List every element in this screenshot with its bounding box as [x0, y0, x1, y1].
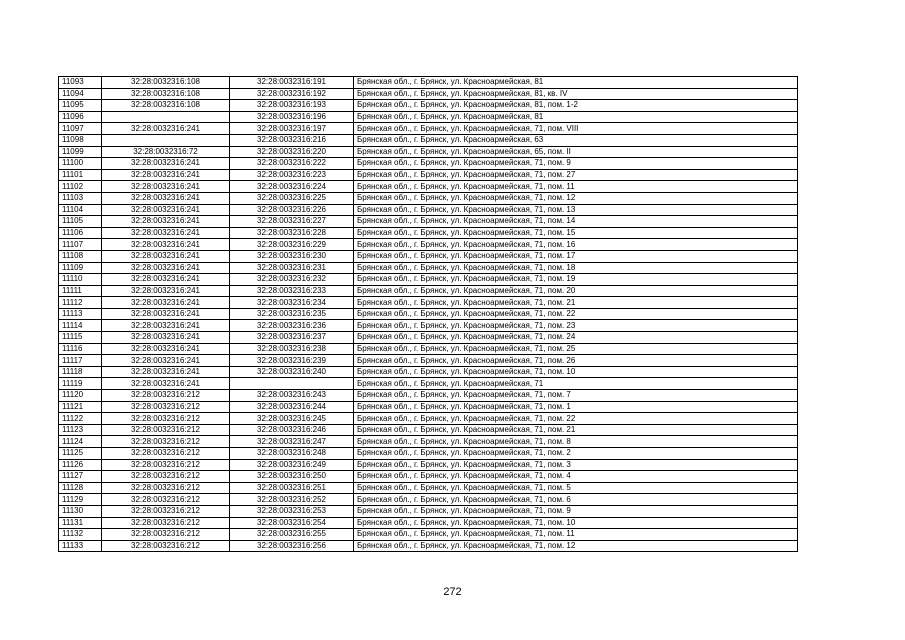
parent-cadastral-number-cell: 32:28:0032316:241 [102, 250, 230, 262]
row-number-cell: 11105 [59, 216, 102, 228]
address-cell: Брянская обл., г. Брянск, ул. Красноармейская, 71, пом. 14 [354, 216, 798, 228]
address-cell: Брянская обл., г. Брянск, ул. Красноармейская, 71, пом. 2 [354, 448, 798, 460]
parent-cadastral-number-cell: 32:28:0032316:212 [102, 529, 230, 541]
row-number-cell: 11126 [59, 459, 102, 471]
parent-cadastral-number-cell: 32:28:0032316:241 [102, 378, 230, 390]
row-number-cell: 11096 [59, 111, 102, 123]
row-number-cell: 11123 [59, 424, 102, 436]
cadastral-number-cell: 32:28:0032316:239 [230, 355, 354, 367]
parent-cadastral-number-cell [102, 134, 230, 146]
row-number-cell: 11093 [59, 77, 102, 89]
cadastral-number-cell: 32:28:0032316:197 [230, 123, 354, 135]
row-number-cell: 11132 [59, 529, 102, 541]
registry-table [58, 76, 798, 552]
parent-cadastral-number-cell: 32:28:0032316:241 [102, 204, 230, 216]
parent-cadastral-number-cell: 32:28:0032316:241 [102, 216, 230, 228]
row-number-cell: 11121 [59, 401, 102, 413]
address-cell: Брянская обл., г. Брянск, ул. Красноармейская, 71, пом. 24 [354, 332, 798, 344]
row-number-cell: 11117 [59, 355, 102, 367]
table-row [59, 250, 798, 262]
table-row [59, 482, 798, 494]
cadastral-number-cell: 32:28:0032316:233 [230, 285, 354, 297]
cadastral-number-cell: 32:28:0032316:256 [230, 540, 354, 552]
address-cell: Брянская обл., г. Брянск, ул. Красноармейская, 81 [354, 111, 798, 123]
table-row [59, 285, 798, 297]
cadastral-number-cell: 32:28:0032316:234 [230, 297, 354, 309]
cadastral-number-cell: 32:28:0032316:244 [230, 401, 354, 413]
address-cell: Брянская обл., г. Брянск, ул. Красноармейская, 71, пом. 3 [354, 459, 798, 471]
row-number-cell: 11107 [59, 239, 102, 251]
cadastral-number-cell: 32:28:0032316:224 [230, 181, 354, 193]
cadastral-number-cell: 32:28:0032316:250 [230, 471, 354, 483]
cadastral-number-cell: 32:28:0032316:251 [230, 482, 354, 494]
table-row [59, 529, 798, 541]
address-cell: Брянская обл., г. Брянск, ул. Красноармейская, 71, пом. 12 [354, 192, 798, 204]
row-number-cell: 11109 [59, 262, 102, 274]
address-cell: Брянская обл., г. Брянск, ул. Красноармейская, 63 [354, 134, 798, 146]
table-row [59, 123, 798, 135]
row-number-cell: 11119 [59, 378, 102, 390]
row-number-cell: 11094 [59, 88, 102, 100]
table-row [59, 436, 798, 448]
row-number-cell: 11108 [59, 250, 102, 262]
cadastral-number-cell: 32:28:0032316:254 [230, 517, 354, 529]
table-row [59, 366, 798, 378]
table-row [59, 134, 798, 146]
table-row [59, 181, 798, 193]
parent-cadastral-number-cell: 32:28:0032316:241 [102, 285, 230, 297]
table-row [59, 494, 798, 506]
cadastral-number-cell: 32:28:0032316:247 [230, 436, 354, 448]
cadastral-number-cell: 32:28:0032316:240 [230, 366, 354, 378]
table-row [59, 505, 798, 517]
address-cell: Брянская обл., г. Брянск, ул. Красноармейская, 71, пом. 25 [354, 343, 798, 355]
parent-cadastral-number-cell: 32:28:0032316:212 [102, 517, 230, 529]
parent-cadastral-number-cell: 32:28:0032316:241 [102, 169, 230, 181]
cadastral-number-cell: 32:28:0032316:230 [230, 250, 354, 262]
row-number-cell: 11116 [59, 343, 102, 355]
parent-cadastral-number-cell: 32:28:0032316:241 [102, 123, 230, 135]
table-row [59, 448, 798, 460]
address-cell: Брянская обл., г. Брянск, ул. Красноармейская, 71, пом. 9 [354, 505, 798, 517]
cadastral-number-cell: 32:28:0032316:255 [230, 529, 354, 541]
table-row [59, 239, 798, 251]
address-cell: Брянская обл., г. Брянск, ул. Красноармейская, 71, пом. 22 [354, 308, 798, 320]
cadastral-number-cell [230, 378, 354, 390]
parent-cadastral-number-cell: 32:28:0032316:241 [102, 308, 230, 320]
table-row [59, 77, 798, 89]
address-cell: Брянская обл., г. Брянск, ул. Красноармейская, 71, пом. 21 [354, 297, 798, 309]
cadastral-number-cell: 32:28:0032316:196 [230, 111, 354, 123]
row-number-cell: 11120 [59, 390, 102, 402]
row-number-cell: 11125 [59, 448, 102, 460]
table-row [59, 297, 798, 309]
row-number-cell: 11118 [59, 366, 102, 378]
cadastral-number-cell: 32:28:0032316:228 [230, 227, 354, 239]
parent-cadastral-number-cell: 32:28:0032316:241 [102, 181, 230, 193]
address-cell: Брянская обл., г. Брянск, ул. Красноармейская, 71, пом. 8 [354, 436, 798, 448]
cadastral-number-cell: 32:28:0032316:192 [230, 88, 354, 100]
cadastral-number-cell: 32:28:0032316:232 [230, 274, 354, 286]
address-cell: Брянская обл., г. Брянск, ул. Красноармейская, 71, пом. 23 [354, 320, 798, 332]
table-row [59, 390, 798, 402]
row-number-cell: 11099 [59, 146, 102, 158]
row-number-cell: 11128 [59, 482, 102, 494]
parent-cadastral-number-cell: 32:28:0032316:212 [102, 459, 230, 471]
parent-cadastral-number-cell: 32:28:0032316:241 [102, 366, 230, 378]
parent-cadastral-number-cell: 32:28:0032316:212 [102, 482, 230, 494]
row-number-cell: 11106 [59, 227, 102, 239]
cadastral-number-cell: 32:28:0032316:249 [230, 459, 354, 471]
table-row [59, 169, 798, 181]
table-row [59, 320, 798, 332]
cadastral-number-cell: 32:28:0032316:220 [230, 146, 354, 158]
cadastral-number-cell: 32:28:0032316:216 [230, 134, 354, 146]
cadastral-number-cell: 32:28:0032316:235 [230, 308, 354, 320]
parent-cadastral-number-cell [102, 111, 230, 123]
address-cell: Брянская обл., г. Брянск, ул. Красноармейская, 81, пом. 1-2 [354, 100, 798, 112]
row-number-cell: 11124 [59, 436, 102, 448]
parent-cadastral-number-cell: 32:28:0032316:241 [102, 332, 230, 344]
address-cell: Брянская обл., г. Брянск, ул. Красноармейская, 71 [354, 378, 798, 390]
row-number-cell: 11122 [59, 413, 102, 425]
parent-cadastral-number-cell: 32:28:0032316:72 [102, 146, 230, 158]
table-row [59, 401, 798, 413]
parent-cadastral-number-cell: 32:28:0032316:241 [102, 262, 230, 274]
row-number-cell: 11095 [59, 100, 102, 112]
row-number-cell: 11115 [59, 332, 102, 344]
table-row [59, 459, 798, 471]
row-number-cell: 11104 [59, 204, 102, 216]
address-cell: Брянская обл., г. Брянск, ул. Красноармейская, 71, пом. 12 [354, 540, 798, 552]
parent-cadastral-number-cell: 32:28:0032316:241 [102, 239, 230, 251]
address-cell: Брянская обл., г. Брянск, ул. Красноармейская, 71, пом. 6 [354, 494, 798, 506]
table-row [59, 424, 798, 436]
cadastral-number-cell: 32:28:0032316:243 [230, 390, 354, 402]
address-cell: Брянская обл., г. Брянск, ул. Красноармейская, 71, пом. 10 [354, 366, 798, 378]
address-cell: Брянская обл., г. Брянск, ул. Красноармейская, 71, пом. 20 [354, 285, 798, 297]
address-cell: Брянская обл., г. Брянск, ул. Красноармейская, 81 [354, 77, 798, 89]
address-cell: Брянская обл., г. Брянск, ул. Красноармейская, 71, пом. 11 [354, 529, 798, 541]
row-number-cell: 11113 [59, 308, 102, 320]
parent-cadastral-number-cell: 32:28:0032316:241 [102, 343, 230, 355]
table-row [59, 471, 798, 483]
parent-cadastral-number-cell: 32:28:0032316:212 [102, 436, 230, 448]
address-cell: Брянская обл., г. Брянск, ул. Красноармейская, 71, пом. 9 [354, 158, 798, 170]
table-row [59, 274, 798, 286]
parent-cadastral-number-cell: 32:28:0032316:212 [102, 494, 230, 506]
parent-cadastral-number-cell: 32:28:0032316:241 [102, 320, 230, 332]
registry-table-body [59, 77, 798, 552]
row-number-cell: 11111 [59, 285, 102, 297]
parent-cadastral-number-cell: 32:28:0032316:212 [102, 390, 230, 402]
table-row [59, 378, 798, 390]
row-number-cell: 11130 [59, 505, 102, 517]
cadastral-number-cell: 32:28:0032316:231 [230, 262, 354, 274]
table-row [59, 111, 798, 123]
address-cell: Брянская обл., г. Брянск, ул. Красноармейская, 71, пом. 10 [354, 517, 798, 529]
parent-cadastral-number-cell: 32:28:0032316:241 [102, 297, 230, 309]
address-cell: Брянская обл., г. Брянск, ул. Красноармейская, 71, пом. 17 [354, 250, 798, 262]
table-row [59, 262, 798, 274]
parent-cadastral-number-cell: 32:28:0032316:212 [102, 401, 230, 413]
table-row [59, 88, 798, 100]
address-cell: Брянская обл., г. Брянск, ул. Красноармейская, 71, пом. 26 [354, 355, 798, 367]
parent-cadastral-number-cell: 32:28:0032316:108 [102, 88, 230, 100]
address-cell: Брянская обл., г. Брянск, ул. Красноармейская, 71, пом. 21 [354, 424, 798, 436]
address-cell: Брянская обл., г. Брянск, ул. Красноармейская, 71, пом. 1 [354, 401, 798, 413]
cadastral-number-cell: 32:28:0032316:248 [230, 448, 354, 460]
cadastral-number-cell: 32:28:0032316:225 [230, 192, 354, 204]
parent-cadastral-number-cell: 32:28:0032316:241 [102, 227, 230, 239]
address-cell: Брянская обл., г. Брянск, ул. Красноармейская, 71, пом. VIII [354, 123, 798, 135]
address-cell: Брянская обл., г. Брянск, ул. Красноармейская, 71, пом. 7 [354, 390, 798, 402]
table-row [59, 308, 798, 320]
row-number-cell: 11103 [59, 192, 102, 204]
row-number-cell: 11133 [59, 540, 102, 552]
row-number-cell: 11100 [59, 158, 102, 170]
row-number-cell: 11112 [59, 297, 102, 309]
page-number: 272 [443, 586, 462, 598]
table-row [59, 216, 798, 228]
parent-cadastral-number-cell: 32:28:0032316:212 [102, 424, 230, 436]
table-row [59, 146, 798, 158]
table-row [59, 413, 798, 425]
table-row [59, 540, 798, 552]
address-cell: Брянская обл., г. Брянск, ул. Красноармейская, 81, кв. IV [354, 88, 798, 100]
cadastral-number-cell: 32:28:0032316:236 [230, 320, 354, 332]
cadastral-number-cell: 32:28:0032316:238 [230, 343, 354, 355]
table-row [59, 204, 798, 216]
address-cell: Брянская обл., г. Брянск, ул. Красноармейская, 71, пом. 15 [354, 227, 798, 239]
address-cell: Брянская обл., г. Брянск, ул. Красноармейская, 71, пом. 11 [354, 181, 798, 193]
parent-cadastral-number-cell: 32:28:0032316:108 [102, 77, 230, 89]
row-number-cell: 11097 [59, 123, 102, 135]
cadastral-number-cell: 32:28:0032316:237 [230, 332, 354, 344]
table-row [59, 158, 798, 170]
parent-cadastral-number-cell: 32:28:0032316:212 [102, 413, 230, 425]
table-row [59, 192, 798, 204]
address-cell: Брянская обл., г. Брянск, ул. Красноармейская, 71, пом. 18 [354, 262, 798, 274]
row-number-cell: 11110 [59, 274, 102, 286]
table-row [59, 332, 798, 344]
parent-cadastral-number-cell: 32:28:0032316:212 [102, 471, 230, 483]
cadastral-number-cell: 32:28:0032316:229 [230, 239, 354, 251]
cadastral-number-cell: 32:28:0032316:222 [230, 158, 354, 170]
table-row [59, 517, 798, 529]
cadastral-number-cell: 32:28:0032316:245 [230, 413, 354, 425]
row-number-cell: 11098 [59, 134, 102, 146]
parent-cadastral-number-cell: 32:28:0032316:241 [102, 355, 230, 367]
cadastral-number-cell: 32:28:0032316:252 [230, 494, 354, 506]
parent-cadastral-number-cell: 32:28:0032316:212 [102, 448, 230, 460]
parent-cadastral-number-cell: 32:28:0032316:212 [102, 505, 230, 517]
address-cell: Брянская обл., г. Брянск, ул. Красноармейская, 65, пом. II [354, 146, 798, 158]
parent-cadastral-number-cell: 32:28:0032316:241 [102, 158, 230, 170]
table-row [59, 100, 798, 112]
table-row [59, 227, 798, 239]
parent-cadastral-number-cell: 32:28:0032316:212 [102, 540, 230, 552]
cadastral-number-cell: 32:28:0032316:191 [230, 77, 354, 89]
cadastral-number-cell: 32:28:0032316:193 [230, 100, 354, 112]
cadastral-number-cell: 32:28:0032316:223 [230, 169, 354, 181]
cadastral-number-cell: 32:28:0032316:226 [230, 204, 354, 216]
row-number-cell: 11129 [59, 494, 102, 506]
address-cell: Брянская обл., г. Брянск, ул. Красноармейская, 71, пом. 13 [354, 204, 798, 216]
row-number-cell: 11131 [59, 517, 102, 529]
row-number-cell: 11114 [59, 320, 102, 332]
parent-cadastral-number-cell: 32:28:0032316:241 [102, 192, 230, 204]
row-number-cell: 11102 [59, 181, 102, 193]
address-cell: Брянская обл., г. Брянск, ул. Красноармейская, 71, пом. 27 [354, 169, 798, 181]
parent-cadastral-number-cell: 32:28:0032316:241 [102, 274, 230, 286]
address-cell: Брянская обл., г. Брянск, ул. Красноармейская, 71, пом. 5 [354, 482, 798, 494]
cadastral-number-cell: 32:28:0032316:227 [230, 216, 354, 228]
address-cell: Брянская обл., г. Брянск, ул. Красноармейская, 71, пом. 22 [354, 413, 798, 425]
cadastral-number-cell: 32:28:0032316:253 [230, 505, 354, 517]
row-number-cell: 11127 [59, 471, 102, 483]
cadastral-number-cell: 32:28:0032316:246 [230, 424, 354, 436]
address-cell: Брянская обл., г. Брянск, ул. Красноармейская, 71, пом. 4 [354, 471, 798, 483]
table-row [59, 355, 798, 367]
parent-cadastral-number-cell: 32:28:0032316:108 [102, 100, 230, 112]
address-cell: Брянская обл., г. Брянск, ул. Красноармейская, 71, пом. 19 [354, 274, 798, 286]
row-number-cell: 11101 [59, 169, 102, 181]
address-cell: Брянская обл., г. Брянск, ул. Красноармейская, 71, пом. 16 [354, 239, 798, 251]
table-row [59, 343, 798, 355]
